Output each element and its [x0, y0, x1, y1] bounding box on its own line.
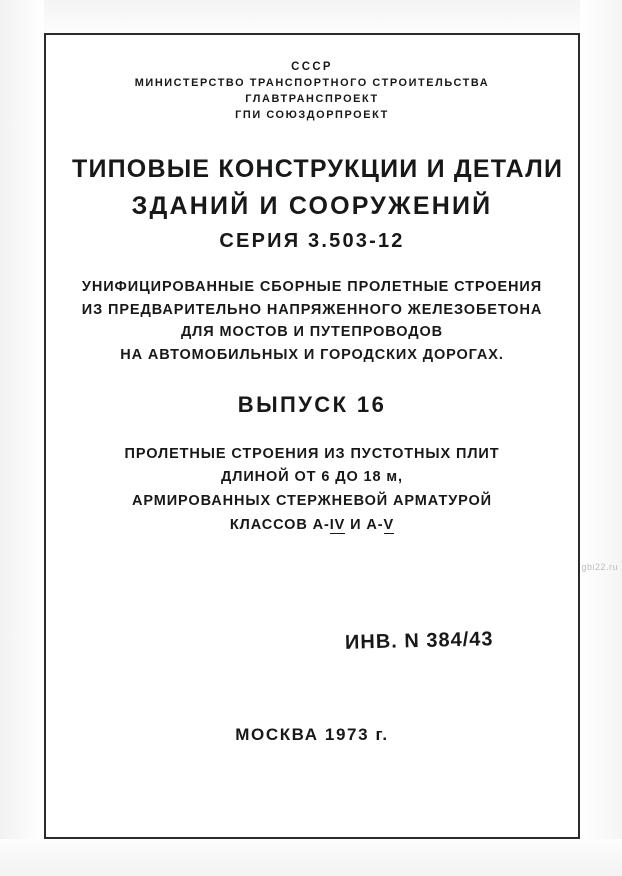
subtitle-line-1: УНИФИЦИРОВАННЫЕ СБОРНЫЕ ПРОЛЕТНЫЕ СТРОЕНИЯ — [81, 278, 543, 295]
ministry-block — [72, 61, 552, 122]
city-year-block — [72, 725, 552, 745]
subtitle-line-2: ИЗ ПРЕДВАРИТЕЛЬНО НАПРЯЖЕННОГО ЖЕЛЕЗОБЕТОНА — [81, 301, 543, 318]
inventory-number: ИНВ. N 384/43 — [345, 627, 495, 654]
city-and-year: МОСКВА 1973 г. — [235, 724, 389, 744]
country-name: СССР — [291, 61, 333, 73]
series-number: СЕРИЯ 3.503-12 — [219, 229, 405, 252]
institute-name: ГПИ СОЮЗДОРПРОЕКТ — [235, 108, 389, 121]
description-line-4 — [72, 517, 552, 534]
description-line-1: ПРОЛЕТНЫЕ СТРОЕНИЯ ИЗ ПУСТОТНЫХ ПЛИТ — [124, 445, 500, 462]
ministry-name: МИНИСТЕРСТВО ТРАНСПОРТНОГО СТРОИТЕЛЬСТВА — [134, 77, 490, 90]
description-line-3: АРМИРОВАННЫХ СТЕРЖНЕВОЙ АРМАТУРОЙ — [131, 493, 492, 510]
scan-edge-left — [0, 0, 44, 876]
title-page-content — [46, 35, 578, 837]
scan-edge-top — [0, 0, 622, 33]
inventory-block — [72, 627, 552, 654]
issue-number: ВЫПУСК 16 — [237, 392, 387, 418]
main-department-name: ГЛАВТРАНСПРОЕКТ — [245, 93, 379, 106]
subtitle-block — [72, 279, 552, 364]
title-line-2: ЗДАНИЙ И СООРУЖЕНИЙ — [131, 191, 493, 220]
reinforcement-class-2: V — [383, 516, 395, 533]
subtitle-line-3: ДЛЯ МОСТОВ И ПУТЕПРОВОДОВ — [180, 324, 444, 341]
document-title-block — [72, 154, 564, 253]
description-block — [72, 446, 552, 534]
reinforcement-class-1: IV — [329, 516, 346, 533]
watermark-text: gbi22.ru — [581, 562, 618, 572]
page-border-frame — [44, 33, 580, 839]
title-line-1: ТИПОВЫЕ КОНСТРУКЦИИ И ДЕТАЛИ — [72, 154, 564, 183]
description-line-2: ДЛИНОЙ ОТ 6 ДО 18 м, — [221, 469, 403, 486]
subtitle-line-4: НА АВТОМОБИЛЬНЫХ И ГОРОДСКИХ ДОРОГАХ. — [120, 347, 504, 364]
issue-block — [72, 392, 552, 418]
reinforcement-class-prefix: КЛАССОВ А- — [229, 516, 330, 533]
reinforcement-class-conjunction: И А- — [345, 516, 384, 533]
scan-edge-right — [580, 0, 622, 876]
scan-edge-bottom — [0, 839, 622, 876]
